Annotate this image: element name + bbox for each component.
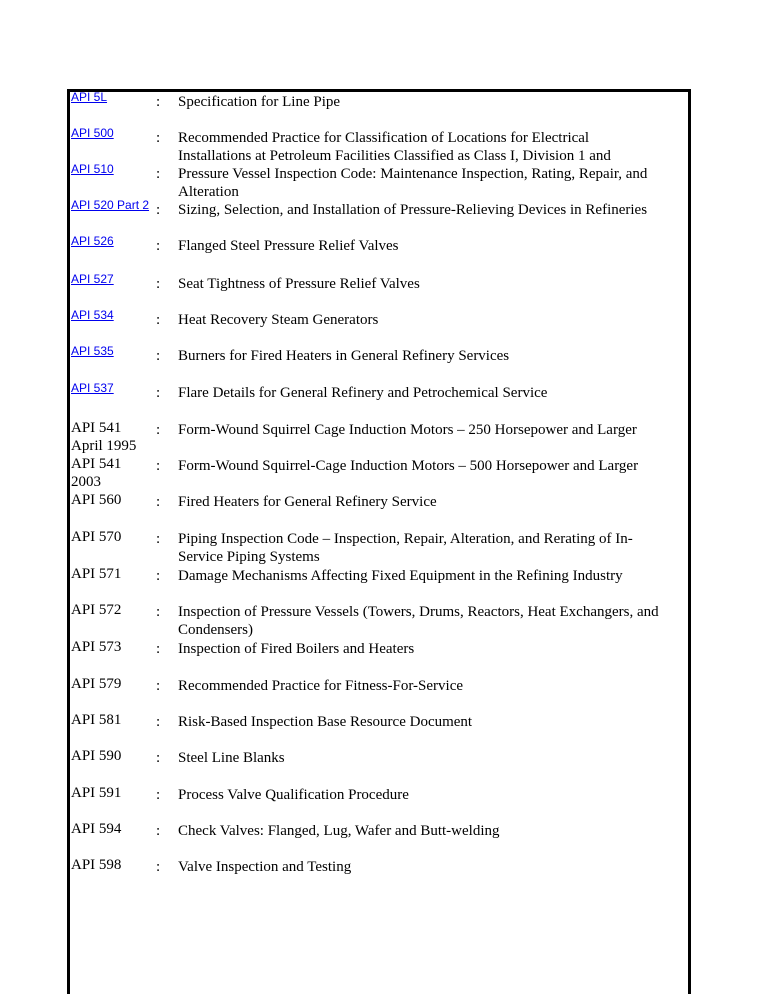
standard-description: Fired Heaters for General Refinery Service	[178, 494, 437, 510]
standard-code: API 572	[71, 602, 122, 618]
list-item	[0, 565, 768, 605]
list-item	[0, 235, 768, 275]
list-item	[0, 747, 768, 787]
standard-code: API 594	[71, 821, 122, 837]
standard-link[interactable]: API 5L	[71, 90, 108, 104]
list-item	[0, 711, 768, 751]
separator: :	[156, 94, 161, 110]
standard-code: API 581	[71, 712, 122, 728]
separator: :	[156, 238, 161, 254]
list-item	[0, 345, 768, 385]
list-item	[0, 127, 768, 167]
standard-description: Valve Inspection and Testing	[178, 859, 352, 875]
list-item	[0, 91, 768, 131]
standard-code: API 579	[71, 676, 122, 692]
standard-description: Risk-Based Inspection Base Resource Document	[178, 714, 473, 730]
standard-description: Burners for Fired Heaters in General Refinery Services	[178, 348, 510, 364]
separator: :	[156, 494, 161, 510]
standard-description: Steel Line Blanks	[178, 750, 285, 766]
standard-link[interactable]: API 520 Part 2	[71, 198, 150, 212]
separator: :	[156, 859, 161, 875]
standard-link[interactable]: API 535	[71, 344, 114, 358]
standard-link[interactable]: API 500	[71, 126, 114, 140]
separator: :	[156, 714, 161, 730]
list-item	[0, 163, 768, 203]
standard-link[interactable]: API 537	[71, 381, 114, 395]
standard-code: API 570	[71, 529, 122, 545]
standard-link[interactable]: API 526	[71, 234, 114, 248]
list-item	[0, 273, 768, 313]
separator: :	[156, 531, 161, 547]
standard-description: Specification for Line Pipe	[178, 94, 341, 110]
separator: :	[156, 166, 161, 182]
separator: :	[156, 678, 161, 694]
list-item	[0, 455, 768, 495]
list-item	[0, 638, 768, 678]
standard-description: Flanged Steel Pressure Relief Valves	[178, 238, 399, 254]
standard-description: Inspection of Fired Boilers and Heaters	[178, 641, 415, 657]
standard-description: Damage Mechanisms Affecting Fixed Equipment in the Refining Industry	[178, 568, 623, 584]
list-item	[0, 528, 768, 568]
standard-code: API 590	[71, 748, 122, 764]
separator: :	[156, 787, 161, 803]
standard-description: Check Valves: Flanged, Lug, Wafer and Butt-welding	[178, 823, 500, 839]
separator: :	[156, 750, 161, 766]
standard-description: Form-Wound Squirrel-Cage Induction Motors – 500 Horsepower and Larger	[178, 458, 639, 474]
list-item	[0, 309, 768, 349]
separator: :	[156, 130, 161, 146]
separator: :	[156, 312, 161, 328]
standard-description: Piping Inspection Code – Inspection, Repair, Alteration, and Rerating of In-Service Piping Systems	[178, 531, 633, 565]
standard-code: API 591	[71, 785, 122, 801]
separator: :	[156, 276, 161, 292]
standard-description: Process Valve Qualification Procedure	[178, 787, 409, 803]
separator: :	[156, 568, 161, 584]
standard-description: Inspection of Pressure Vessels (Towers, Drums, Reactors, Heat Exchangers, and Condensers)	[178, 604, 659, 638]
standard-link[interactable]: API 534	[71, 308, 114, 322]
list-item	[0, 491, 768, 531]
standard-code: API 571	[71, 566, 122, 582]
list-item	[0, 856, 768, 896]
separator: :	[156, 385, 161, 401]
standard-description: Form-Wound Squirrel Cage Induction Motors – 250 Horsepower and Larger	[178, 422, 637, 438]
standard-code: API 573	[71, 639, 122, 655]
separator: :	[156, 823, 161, 839]
list-item	[0, 675, 768, 715]
separator: :	[156, 202, 161, 218]
standard-code: API 598	[71, 857, 122, 873]
standard-description: Pressure Vessel Inspection Code: Maintenance Inspection, Rating, Repair, and Alteration	[178, 166, 648, 200]
list-item	[0, 382, 768, 422]
separator: :	[156, 422, 161, 438]
list-item	[0, 784, 768, 824]
standard-description: Sizing, Selection, and Installation of Pressure-Relieving Devices in Refineries	[178, 202, 648, 218]
standard-code: API 541 2003	[71, 456, 122, 490]
standard-description: Seat Tightness of Pressure Relief Valves	[178, 276, 420, 292]
separator: :	[156, 641, 161, 657]
standard-link[interactable]: API 510	[71, 162, 114, 176]
list-item	[0, 820, 768, 860]
separator: :	[156, 604, 161, 620]
separator: :	[156, 348, 161, 364]
standard-code: API 541 April 1995	[71, 420, 137, 454]
standard-code: API 560	[71, 492, 122, 508]
standard-link[interactable]: API 527	[71, 272, 114, 286]
standard-description: Recommended Practice for Fitness-For-Service	[178, 678, 464, 694]
standard-description: Flare Details for General Refinery and Petrochemical Service	[178, 385, 548, 401]
separator: :	[156, 458, 161, 474]
list-item	[0, 199, 768, 239]
standard-description: Recommended Practice for Classification of Locations for Electrical Installations at Petroleum Facilities Classified as Class I, Division 1 and	[178, 130, 611, 164]
list-item	[0, 601, 768, 641]
list-item	[0, 419, 768, 459]
standard-description: Heat Recovery Steam Generators	[178, 312, 379, 328]
